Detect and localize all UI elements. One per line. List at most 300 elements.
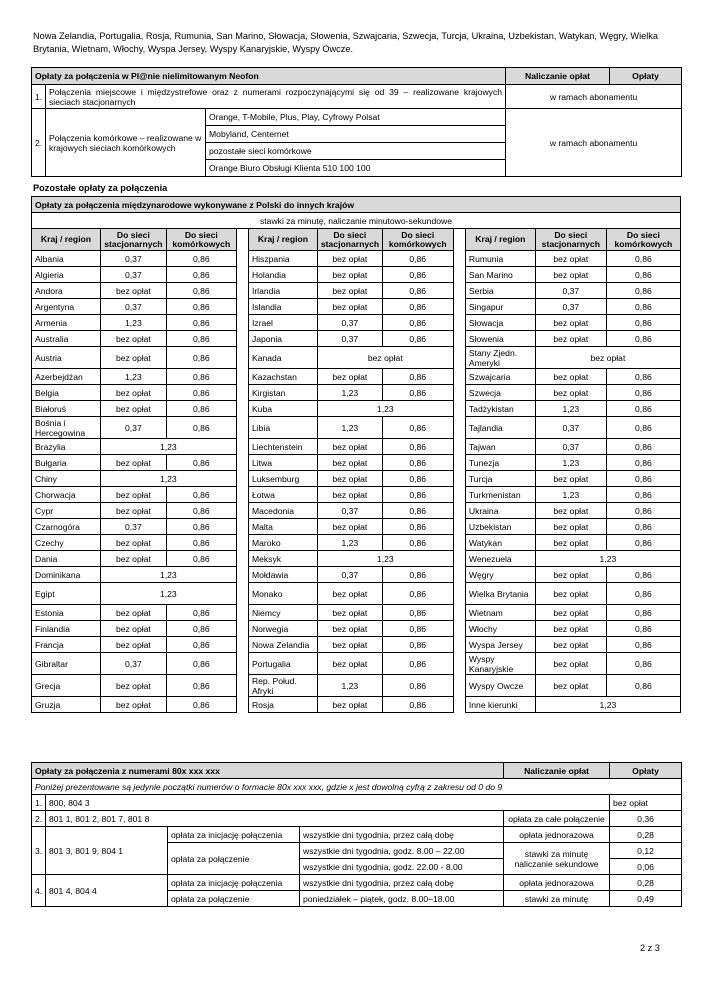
country-header: Kraj / region: [465, 229, 535, 251]
rate-fixed: bez opłat: [535, 621, 606, 637]
country-row: [32, 385, 681, 401]
rate-mobile: 0,86: [166, 503, 236, 519]
rate-fixed: bez opłat: [100, 551, 166, 567]
country-name: Gruzja: [32, 697, 101, 713]
rate-fixed: bez opłat: [100, 535, 166, 551]
column-gap: [453, 331, 465, 347]
column-gap: [453, 315, 465, 331]
column-gap: [453, 417, 465, 439]
country-row: [32, 299, 681, 315]
rate-mobile: 0,86: [166, 675, 236, 697]
rate-mobile: 0,86: [166, 605, 236, 621]
country-name: Wietnam: [465, 605, 535, 621]
country-row: [32, 331, 681, 347]
rate-mobile: 0,86: [606, 675, 680, 697]
rate-mobile: 0,86: [382, 605, 453, 621]
country-name: Maroko: [248, 535, 317, 551]
country-row: [32, 535, 681, 551]
rate-fixed: bez opłat: [100, 455, 166, 471]
rate-fixed: bez opłat: [100, 385, 166, 401]
rate-fixed: 0,37: [317, 503, 382, 519]
country-name: Australia: [32, 331, 101, 347]
country-name: Stany Zjedn. Ameryki: [465, 347, 535, 369]
rate-mobile: 0,86: [382, 283, 453, 299]
rate-mobile: 0,86: [382, 519, 453, 535]
number-prefixes: 801 3, 801 9, 804 1: [46, 827, 168, 875]
rate-mobile: 0,86: [382, 417, 453, 439]
rate-fixed: bez opłat: [535, 605, 606, 621]
country-name: Malta: [248, 519, 317, 535]
row-number: 4.: [32, 875, 46, 907]
page-number: 2 z 3: [640, 943, 660, 953]
country-name: Armenia: [32, 315, 101, 331]
country-row: [32, 439, 681, 455]
rate-mobile: 0,86: [606, 487, 680, 503]
rate-both: 1,23: [535, 697, 680, 713]
rate-mobile: 0,86: [606, 621, 680, 637]
column-gap: [236, 439, 248, 455]
rate-both: 1,23: [100, 439, 236, 455]
fee-value: 0,12: [610, 843, 682, 859]
rate-mobile: 0,86: [606, 535, 680, 551]
column-gap: [453, 229, 465, 251]
column-gap: [453, 401, 465, 417]
country-name: Bułgaria: [32, 455, 101, 471]
row-number: 2.: [32, 811, 46, 827]
rate-mobile: 0,86: [166, 299, 236, 315]
rate-fixed: 1,23: [100, 315, 166, 331]
rate-mobile: 0,86: [606, 299, 680, 315]
country-name: Islandia: [248, 299, 317, 315]
country-name: Gibraltar: [32, 653, 101, 675]
country-name: Luksemburg: [248, 471, 317, 487]
column-gap: [236, 697, 248, 713]
country-row: [32, 621, 681, 637]
rate-fixed: 1,23: [100, 369, 166, 385]
rate-fixed: bez opłat: [100, 347, 166, 369]
country-name: Słowenia: [465, 331, 535, 347]
country-row: [32, 471, 681, 487]
rate-fixed: bez opłat: [100, 697, 166, 713]
column-gap: [453, 551, 465, 567]
rate-mobile: 0,86: [166, 621, 236, 637]
column-gap: [236, 621, 248, 637]
rate-fixed: bez opłat: [535, 637, 606, 653]
rate-mobile: 0,86: [606, 439, 680, 455]
rate-fixed: bez opłat: [317, 697, 382, 713]
rate-fixed: bez opłat: [317, 471, 382, 487]
rate-mobile: 0,86: [166, 331, 236, 347]
rate-mobile: 0,86: [382, 487, 453, 503]
country-name: Macedonia: [248, 503, 317, 519]
rate-fixed: bez opłat: [535, 315, 606, 331]
column-gap: [453, 697, 465, 713]
section1-fees-header: Opłaty: [610, 68, 682, 85]
rate-mobile: 0,86: [166, 487, 236, 503]
country-name: Ukraina: [465, 503, 535, 519]
column-gap: [453, 567, 465, 583]
rate-mobile: 0,86: [382, 471, 453, 487]
rate-mobile: 0,86: [382, 299, 453, 315]
rate-mobile: 0,86: [166, 551, 236, 567]
rate-both: 1,23: [100, 471, 236, 487]
rate-mobile: 0,86: [382, 439, 453, 455]
country-name: Wenezuela: [465, 551, 535, 567]
rate-fixed: 1,23: [317, 535, 382, 551]
country-name: Serbia: [465, 283, 535, 299]
rate-mobile: 0,86: [382, 385, 453, 401]
rate-mobile: 0,86: [166, 653, 236, 675]
rate-fixed: bez opłat: [100, 605, 166, 621]
rate-fixed: bez opłat: [535, 369, 606, 385]
rate-mobile: 0,86: [166, 417, 236, 439]
country-row: [32, 347, 681, 369]
section3-billing-header: Naliczanie opłat: [504, 763, 610, 779]
rate-both: 1,23: [100, 583, 236, 605]
country-row: [32, 551, 681, 567]
rate-fixed: bez opłat: [535, 331, 606, 347]
country-name: Chorwacja: [32, 487, 101, 503]
country-row: [32, 519, 681, 535]
country-name: Andora: [32, 283, 101, 299]
number-prefixes: 800, 804 3: [46, 795, 610, 811]
country-name: Kazachstan: [248, 369, 317, 385]
column-gap: [453, 621, 465, 637]
column-gap: [236, 315, 248, 331]
rate-mobile: 0,86: [382, 583, 453, 605]
rate-mobile: 0,86: [382, 369, 453, 385]
intro-text: Nowa Zelandia, Portugalia, Rosja, Rumunia, San Marino, Słowacja, Słowenia, Szwajcaria, Szwecja, Turcja, Ukraina, Uzbekistan, Watykan, Węgry, Wielka Brytania, Wietnam, Włochy, Wyspa Jersey, Wyspy Kanaryjskie, Wyspy Owcze.: [33, 31, 659, 54]
rate-fixed: 0,37: [100, 519, 166, 535]
country-name: San Marino: [465, 267, 535, 283]
rate-fixed: bez opłat: [317, 251, 382, 267]
rate-mobile: 0,86: [606, 583, 680, 605]
country-row: [32, 401, 681, 417]
rate-fixed: 0,37: [317, 567, 382, 583]
column-gap: [236, 283, 248, 299]
rate-mobile: 0,86: [606, 503, 680, 519]
mobile-calls-text: Połączenia komórkowe – realizowane w krajowych sieciach komórkowych: [46, 109, 206, 177]
rate-fixed: bez opłat: [317, 439, 382, 455]
rate-mobile: 0,86: [382, 637, 453, 653]
rate-fixed: bez opłat: [317, 487, 382, 503]
country-name: Czechy: [32, 535, 101, 551]
rate-fixed: bez opłat: [535, 519, 606, 535]
column-gap: [236, 331, 248, 347]
network-item: Orange, T-Mobile, Plus, Play, Cyfrowy Polsat: [206, 109, 506, 126]
column-gap: [236, 675, 248, 697]
rate-fixed: bez opłat: [100, 331, 166, 347]
rate-fixed: bez opłat: [317, 267, 382, 283]
section2-subtitle: stawki za minutę, naliczanie minutowo-sekundowe: [32, 213, 681, 229]
rate-fixed: 1,23: [535, 455, 606, 471]
mobile-header: Do sieci komórkowych: [166, 229, 236, 251]
section2-title: Opłaty za połączenia międzynarodowe wykonywane z Polski do innych krajów: [32, 197, 681, 213]
mobile-header: Do sieci komórkowych: [606, 229, 680, 251]
rate-both: bez opłat: [535, 347, 680, 369]
rate-mobile: 0,86: [166, 401, 236, 417]
country-row: [32, 369, 681, 385]
other-fees-label: Pozostałe opłaty za połączenia: [33, 183, 168, 193]
rate-fixed: bez opłat: [317, 621, 382, 637]
country-name: Egipt: [32, 583, 101, 605]
column-gap: [236, 519, 248, 535]
country-name: Estonia: [32, 605, 101, 621]
country-name: Białoruś: [32, 401, 101, 417]
country-row: [32, 251, 681, 267]
section3-title: Opłaty za połączenia z numerami 80x xxx xxx: [32, 763, 504, 779]
fee-type: opłata za połączenie: [168, 843, 300, 875]
country-name: Brazylia: [32, 439, 101, 455]
country-name: Rumunia: [465, 251, 535, 267]
rate-mobile: 0,86: [606, 519, 680, 535]
section1-billing-header: Naliczanie opłat: [506, 68, 610, 85]
country-name: Belgia: [32, 385, 101, 401]
country-name: Mołdawia: [248, 567, 317, 583]
country-name: Wyspy Owcze: [465, 675, 535, 697]
rate-fixed: bez opłat: [317, 583, 382, 605]
network-item: pozostałe sieci komórkowe: [206, 143, 506, 160]
rate-mobile: 0,86: [166, 369, 236, 385]
rate-mobile: 0,86: [606, 637, 680, 653]
column-gap: [236, 653, 248, 675]
country-name: Norwegia: [248, 621, 317, 637]
column-gap: [236, 637, 248, 653]
number-prefixes: 801 1, 801 2, 801 7, 801 8: [46, 811, 504, 827]
rate-fixed: 0,37: [317, 315, 382, 331]
time-period: wszystkie dni tygodnia, godz. 8.00 – 22.00: [300, 843, 504, 859]
number-prefixes: 801 4, 804 4: [46, 875, 168, 907]
rate-mobile: 0,86: [382, 503, 453, 519]
country-header: Kraj / region: [32, 229, 101, 251]
rate-mobile: 0,86: [606, 605, 680, 621]
rate-fixed: bez opłat: [317, 299, 382, 315]
rate-mobile: 0,86: [606, 369, 680, 385]
rate-both: 1,23: [535, 551, 680, 567]
country-name: Chiny: [32, 471, 101, 487]
local-calls-text: Połączenia miejscowe i międzystrefowe oraz z numerami rozpoczynającymi się od 39 – realizowane krajowych sieciach stacjonarnych: [46, 85, 506, 109]
country-name: Wyspy Kanaryjskie: [465, 653, 535, 675]
rate-mobile: 0,86: [606, 455, 680, 471]
fee-value: 0,28: [610, 827, 682, 843]
country-name: Turcja: [465, 471, 535, 487]
column-gap: [236, 567, 248, 583]
rate-fixed: bez opłat: [100, 675, 166, 697]
rate-fixed: bez opłat: [535, 267, 606, 283]
country-name: Kanada: [248, 347, 317, 369]
country-row: [32, 267, 681, 283]
country-name: Kuba: [248, 401, 317, 417]
rate-mobile: 0,86: [606, 567, 680, 583]
country-name: Tadżykistan: [465, 401, 535, 417]
country-name: Inne kierunki: [465, 697, 535, 713]
rate-fixed: bez opłat: [100, 401, 166, 417]
rate-fixed: bez opłat: [535, 567, 606, 583]
time-period: poniedziałek – piątek, godz. 8.00–18.00: [300, 891, 504, 907]
country-name: Portugalia: [248, 653, 317, 675]
rate-mobile: 0,86: [606, 401, 680, 417]
country-header: Kraj / region: [248, 229, 317, 251]
rate-fixed: 1,23: [317, 675, 382, 697]
rate-fixed: 1,23: [535, 487, 606, 503]
rate-mobile: 0,86: [606, 331, 680, 347]
country-row: [32, 315, 681, 331]
billing-type: opłata za całe połączenie: [504, 811, 610, 827]
column-gap: [236, 299, 248, 315]
country-name: Rosja: [248, 697, 317, 713]
column-gap: [236, 503, 248, 519]
country-row: [32, 455, 681, 471]
local-calls-fee: w ramach abonamentu: [506, 85, 682, 109]
rate-mobile: 0,86: [166, 347, 236, 369]
rate-fixed: 0,37: [100, 417, 166, 439]
country-name: Kirgistan: [248, 385, 317, 401]
column-gap: [236, 251, 248, 267]
country-name: Irlandia: [248, 283, 317, 299]
time-period: wszystkie dni tygodnia, godz. 22.00 - 8.00: [300, 859, 504, 875]
column-gap: [453, 385, 465, 401]
billing-type: opłata jednorazowa: [504, 875, 610, 891]
country-name: Niemcy: [248, 605, 317, 621]
rate-mobile: 0,86: [382, 331, 453, 347]
column-gap: [453, 471, 465, 487]
country-name: Austria: [32, 347, 101, 369]
rate-fixed: bez opłat: [100, 621, 166, 637]
rate-mobile: 0,86: [606, 251, 680, 267]
rate-mobile: 0,86: [166, 455, 236, 471]
country-name: Turkmenistan: [465, 487, 535, 503]
rate-fixed: 0,37: [535, 299, 606, 315]
column-gap: [453, 519, 465, 535]
country-name: Hiszpania: [248, 251, 317, 267]
fee-value: 0,36: [610, 811, 682, 827]
column-gap: [453, 299, 465, 315]
country-row: [32, 503, 681, 519]
country-name: Libia: [248, 417, 317, 439]
country-name: Wielka Brytania: [465, 583, 535, 605]
country-row: [32, 583, 681, 605]
rate-fixed: bez opłat: [317, 369, 382, 385]
rate-fixed: bez opłat: [100, 283, 166, 299]
country-name: Dania: [32, 551, 101, 567]
fee-value: 0,06: [610, 859, 682, 875]
rate-fixed: 0,37: [100, 251, 166, 267]
rate-mobile: 0,86: [382, 267, 453, 283]
rate-fixed: bez opłat: [535, 675, 606, 697]
country-row: [32, 637, 681, 653]
premium-numbers-table: [31, 762, 682, 907]
billing-type: opłata jednorazowa: [504, 827, 610, 843]
column-gap: [453, 267, 465, 283]
column-gap: [236, 605, 248, 621]
rate-fixed: bez opłat: [535, 535, 606, 551]
country-name: Szwajcaria: [465, 369, 535, 385]
rate-fixed: 1,23: [535, 401, 606, 417]
section3-note: Poniżej prezentowane są jedynie początki numerów o formacie 80x xxx xxx, gdzie x jest dowolną cyfrą z zakresu od 0 do 9: [32, 779, 682, 795]
rate-fixed: 0,37: [317, 331, 382, 347]
column-gap: [453, 439, 465, 455]
row-number: 2.: [32, 109, 46, 177]
rate-fixed: bez opłat: [317, 637, 382, 653]
section3-fees-header: Opłaty: [610, 763, 682, 779]
rate-mobile: 0,86: [382, 251, 453, 267]
column-gap: [236, 401, 248, 417]
column-gap: [236, 417, 248, 439]
rate-fixed: bez opłat: [100, 487, 166, 503]
row-number: 1.: [32, 795, 46, 811]
country-row: [32, 653, 681, 675]
rate-mobile: 0,86: [166, 251, 236, 267]
fee-value: 0,49: [610, 891, 682, 907]
country-name: Argentyna: [32, 299, 101, 315]
fixed-header: Do sieci stacjonarnych: [535, 229, 606, 251]
column-gap: [453, 653, 465, 675]
rate-mobile: 0,86: [606, 315, 680, 331]
column-gap: [453, 535, 465, 551]
rate-mobile: 0,86: [606, 471, 680, 487]
country-row: [32, 697, 681, 713]
column-gap: [236, 347, 248, 369]
rate-mobile: 0,86: [166, 267, 236, 283]
rate-fixed: bez opłat: [317, 605, 382, 621]
rate-mobile: 0,86: [382, 621, 453, 637]
neofon-fees-table: [31, 67, 682, 177]
fee-type: opłata za połączenie: [168, 891, 300, 907]
billing-type: stawki za minutę: [504, 891, 610, 907]
rate-fixed: 1,23: [317, 385, 382, 401]
rate-fixed: bez opłat: [100, 503, 166, 519]
country-name: Grecja: [32, 675, 101, 697]
rate-fixed: bez opłat: [535, 583, 606, 605]
rate-mobile: 0,86: [382, 535, 453, 551]
rate-mobile: 0,86: [382, 653, 453, 675]
column-gap: [236, 535, 248, 551]
country-row: [32, 417, 681, 439]
column-gap: [453, 637, 465, 653]
country-name: Monako: [248, 583, 317, 605]
section1-title: Opłaty za połączenia w Pl@nie nielimitowanym Neofon: [32, 68, 506, 85]
rate-mobile: 0,86: [166, 315, 236, 331]
column-gap: [453, 605, 465, 621]
rate-fixed: 0,37: [100, 653, 166, 675]
country-name: Nowa Zelandia: [248, 637, 317, 653]
column-gap: [236, 487, 248, 503]
country-name: Szwecja: [465, 385, 535, 401]
country-name: Izrael: [248, 315, 317, 331]
country-name: Watykan: [465, 535, 535, 551]
country-name: Finlandia: [32, 621, 101, 637]
country-name: Słowacja: [465, 315, 535, 331]
country-name: Litwa: [248, 455, 317, 471]
country-name: Uzbekistan: [465, 519, 535, 535]
rate-both: bez opłat: [317, 347, 453, 369]
rate-fixed: bez opłat: [100, 637, 166, 653]
fee-value: 0,28: [610, 875, 682, 891]
country-name: Cypr: [32, 503, 101, 519]
rate-mobile: 0,86: [606, 267, 680, 283]
rate-fixed: bez opłat: [317, 455, 382, 471]
country-name: Liechtenstein: [248, 439, 317, 455]
rate-mobile: 0,86: [382, 567, 453, 583]
rate-fixed: 0,37: [535, 283, 606, 299]
column-gap: [453, 283, 465, 299]
rate-both: 1,23: [317, 401, 453, 417]
column-gap: [236, 229, 248, 251]
rate-fixed: bez opłat: [535, 385, 606, 401]
column-gap: [453, 583, 465, 605]
rate-mobile: 0,86: [606, 283, 680, 299]
country-name: Francja: [32, 637, 101, 653]
